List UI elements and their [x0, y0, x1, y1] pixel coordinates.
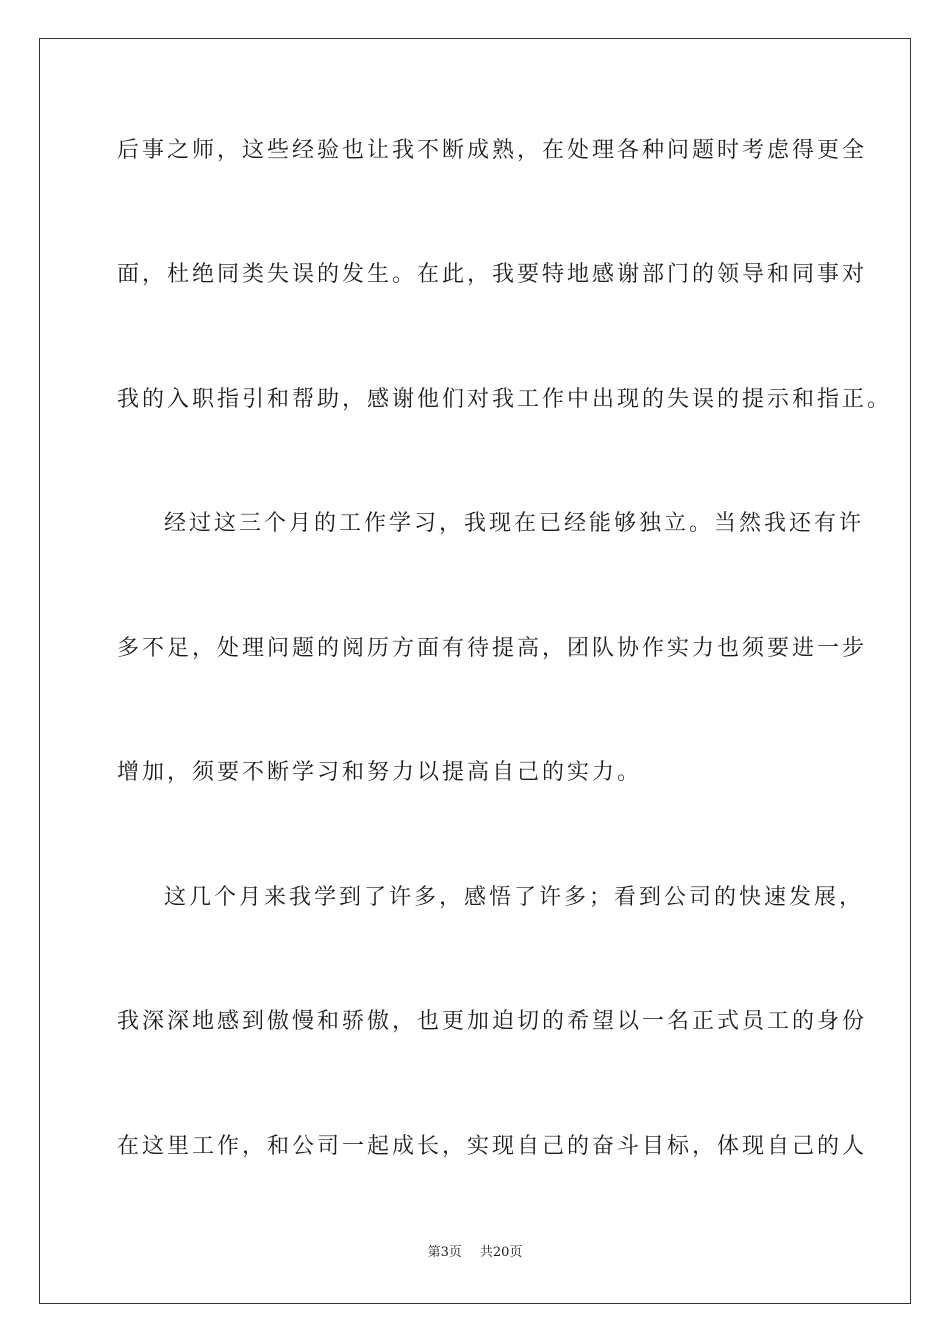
paragraph-line: 我的入职指引和帮助，感谢他们对我工作中出现的失误的提示和指正。	[117, 387, 893, 412]
page-footer	[0, 1244, 950, 1262]
paragraph-line: 我深深地感到傲慢和骄傲，也更加迫切的希望以一名正式员工的身份	[117, 1009, 868, 1034]
page-border	[39, 38, 911, 1304]
paragraph-line: 在这里工作，和公司一起成长，实现自己的奋斗目标，体现自己的人	[117, 1134, 868, 1159]
paragraph-line: 经过这三个月的工作学习，我现在已经能够独立。当然我还有许	[164, 511, 865, 536]
page-number: 第3页	[427, 1245, 462, 1260]
paragraph-line: 面，杜绝同类失误的发生。在此，我要特地感谢部门的领导和同事对	[117, 262, 868, 287]
paragraph-line: 这几个月来我学到了许多，感悟了许多；看到公司的快速发展，	[164, 885, 865, 910]
paragraph-line: 增加，须要不断学习和努力以提高自己的实力。	[117, 760, 643, 785]
paragraph-line: 多不足，处理问题的阅历方面有待提高，团队协作实力也须要进一步	[117, 636, 868, 661]
total-pages: 共20页	[479, 1245, 523, 1260]
paragraph-line: 后事之师，这些经验也让我不断成熟，在处理各种问题时考虑得更全	[117, 138, 868, 163]
